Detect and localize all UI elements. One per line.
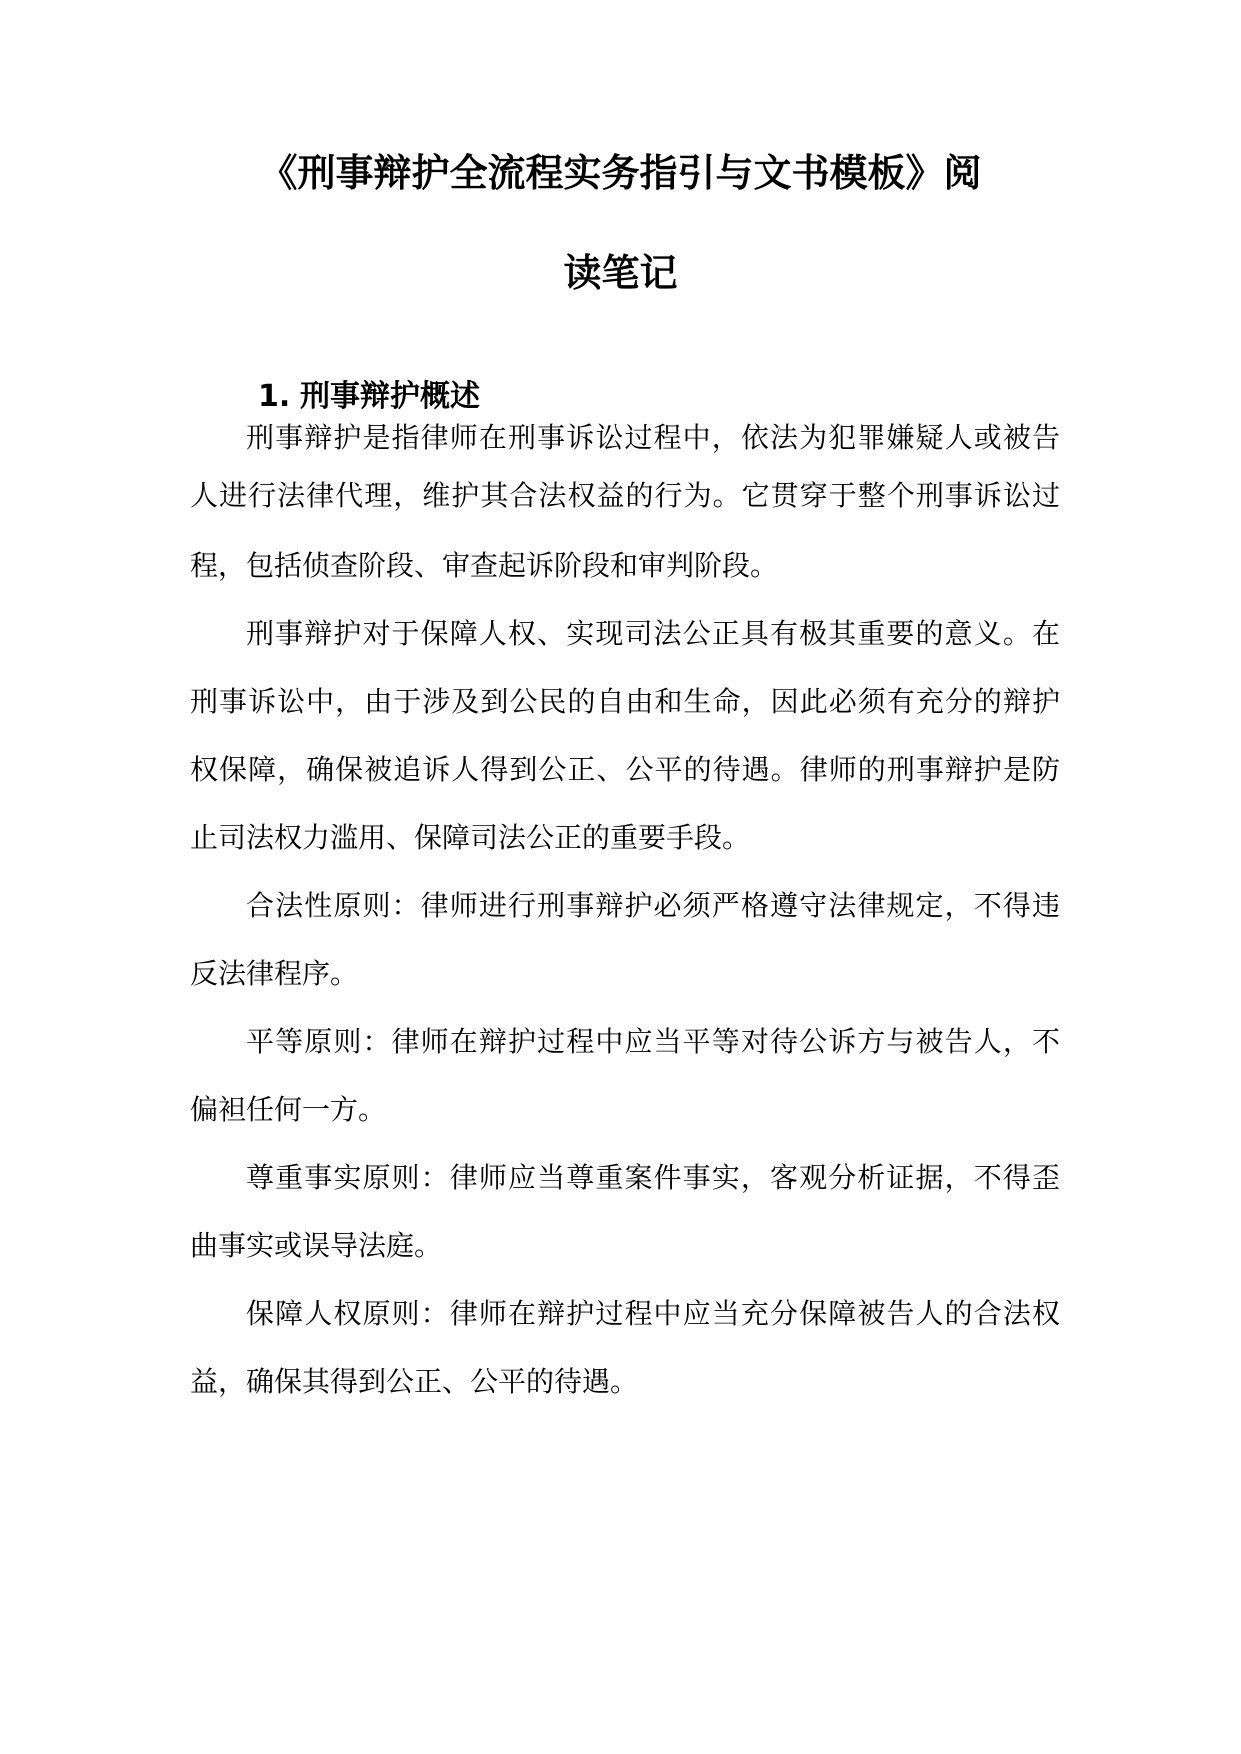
paragraph-line: 偏袒任何一方。 xyxy=(190,1093,387,1126)
paragraph-line: 人进行法律代理，维护其合法权益的行为。它贯穿于整个刑事诉讼过 xyxy=(190,479,1060,512)
section-number: 1. xyxy=(258,379,291,414)
paragraph-line: 保障人权原则：律师在辩护过程中应当充分保障被告人的合法权 xyxy=(246,1297,1060,1330)
paragraph-line: 平等原则：律师在辩护过程中应当平等对待公诉方与被告人，不 xyxy=(246,1025,1060,1058)
paragraph-line: 益，确保其得到公正、公平的待遇。 xyxy=(190,1365,639,1398)
paragraph-line: 止司法权力滥用、保障司法公正的重要手段。 xyxy=(190,821,751,854)
paragraph-line: 反法律程序。 xyxy=(190,957,359,990)
paragraph-line: 刑事辩护是指律师在刑事诉讼过程中，依法为犯罪嫌疑人或被告 xyxy=(246,421,1060,454)
paragraph-line: 尊重事实原则：律师应当尊重案件事实，客观分析证据，不得歪 xyxy=(246,1161,1060,1194)
section-heading xyxy=(258,377,480,417)
paragraph-line: 曲事实或误导法庭。 xyxy=(190,1229,443,1262)
document-title-line-2: 读笔记 xyxy=(563,251,678,295)
section-title: 刑事辩护概述 xyxy=(300,379,480,414)
paragraph-line: 程，包括侦查阶段、审查起诉阶段和审判阶段。 xyxy=(190,549,779,582)
paragraph-line: 刑事诉讼中，由于涉及到公民的自由和生命，因此必须有充分的辩护 xyxy=(190,685,1060,718)
paragraph-line: 权保障，确保被追诉人得到公正、公平的待遇。律师的刑事辩护是防 xyxy=(190,753,1060,786)
paragraph-line: 刑事辩护对于保障人权、实现司法公正具有极其重要的意义。在 xyxy=(246,617,1060,650)
document-title-line-1: 《刑事辩护全流程实务指引与文书模板》阅 xyxy=(259,151,982,195)
paragraph-line: 合法性原则：律师进行刑事辩护必须严格遵守法律规定，不得违 xyxy=(246,889,1060,922)
